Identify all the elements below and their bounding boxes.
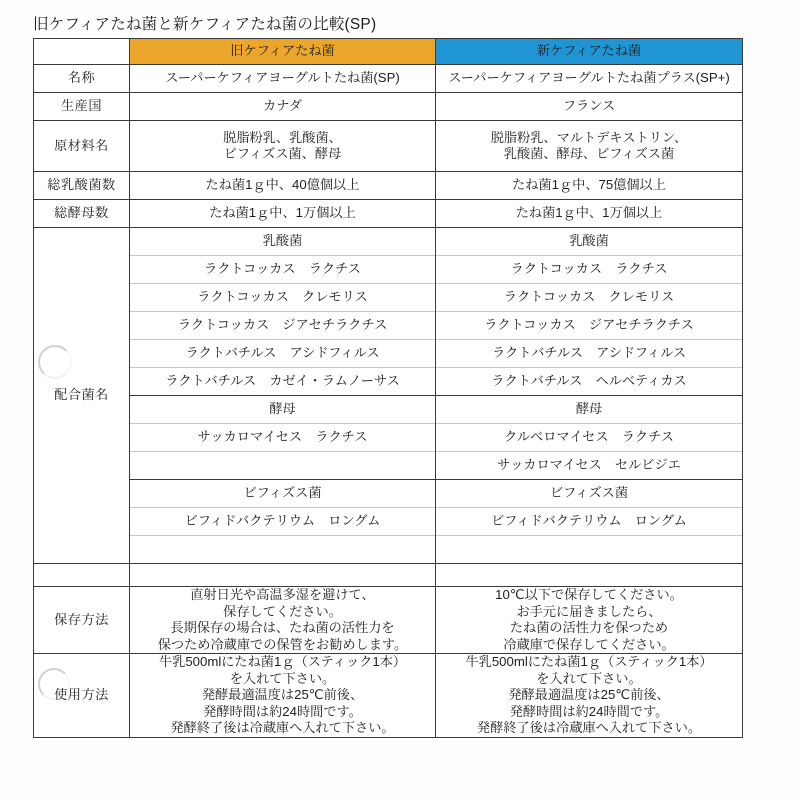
bacteria-row xyxy=(436,284,742,312)
bacteria-item-old-10: ビフィドバクテリウム ロングム xyxy=(130,508,435,536)
bacteria-list-new xyxy=(436,228,742,563)
comparison-table xyxy=(33,38,743,738)
bacteria-item-new-10: ビフィドバクテリウム ロングム xyxy=(436,508,742,536)
storage-old-line-3: 長期保存の場合は、たね菌の活性力を xyxy=(170,620,395,635)
bacteria-list-old xyxy=(130,228,435,563)
bacteria-item-old-3: ラクトコッカス ジアセチラクチス xyxy=(130,312,435,340)
bacteria-item-old-4: ラクトバチルス アシドフィルス xyxy=(130,340,435,368)
cell-ingredients-new xyxy=(436,121,743,172)
table-row-bacteria xyxy=(34,228,743,564)
bacteria-item-old-5: ラクトバチルス カゼイ・ラムノーサス xyxy=(130,368,435,396)
ingredients-old-line-2: ビフィズス菌、酵母 xyxy=(223,146,342,161)
bacteria-item-new-6: 酵母 xyxy=(436,396,742,424)
bacteria-row xyxy=(130,312,435,340)
bacteria-row xyxy=(130,452,435,480)
table-row-storage xyxy=(34,587,743,654)
cell-bacteria-new xyxy=(436,228,743,564)
usage-new-line-2: を入れて下さい。 xyxy=(536,670,642,686)
bacteria-item-new-2: ラクトコッカス クレモリス xyxy=(436,284,742,312)
storage-old-line-4: 保つため冷蔵庫での保管をお勧めします。 xyxy=(157,636,408,652)
usage-old-line-3: 発酵最適温度は25℃前後、 xyxy=(201,687,364,702)
table-row-yeast-count xyxy=(34,200,743,228)
usage-old-line-1: 牛乳500mlにたね菌1ｇ（スティック1本） xyxy=(158,654,407,669)
table-spacer-row xyxy=(34,564,743,587)
row-label-country: 生産国 xyxy=(34,93,130,121)
bacteria-item-old-0: 乳酸菌 xyxy=(130,228,435,256)
bacteria-row xyxy=(130,256,435,284)
storage-old-line-1: 直射日光や高温多湿を避けて、 xyxy=(190,587,375,602)
bacteria-row xyxy=(130,368,435,396)
bacteria-row xyxy=(436,424,742,452)
storage-new-line-3: たね菌の活性力を保つため xyxy=(509,620,669,635)
bacteria-row xyxy=(436,340,742,368)
table-row-name xyxy=(34,65,743,93)
bacteria-item-new-4: ラクトバチルス アシドフィルス xyxy=(436,340,742,368)
storage-new-line-1: 10℃以下で保存してください。 xyxy=(495,587,683,602)
usage-old-line-2: を入れて下さい。 xyxy=(229,670,336,686)
row-label-usage: 使用方法 xyxy=(34,654,130,738)
bacteria-row xyxy=(130,340,435,368)
cell-storage-new xyxy=(436,587,743,654)
bacteria-row xyxy=(436,228,742,256)
bacteria-item-new-5: ラクトバチルス ヘルベティカス xyxy=(436,368,742,396)
bacteria-row xyxy=(436,508,742,536)
bacteria-row xyxy=(436,452,742,480)
storage-new-line-2: お手元に届きましたら、 xyxy=(516,603,662,619)
bacteria-row xyxy=(436,312,742,340)
bacteria-row xyxy=(130,396,435,424)
row-label-lactic-count: 総乳酸菌数 xyxy=(34,172,130,200)
bacteria-item-old-9: ビフィズス菌 xyxy=(130,480,435,508)
cell-country-new: フランス xyxy=(436,93,743,121)
row-label-bacteria: 配合菌名 xyxy=(34,228,130,564)
ingredients-new-line-2: 乳酸菌、酵母、ビフィズス菌 xyxy=(503,146,675,161)
page-title: 旧ケフィアたね菌と新ケフィアたね菌の比較(SP) xyxy=(33,16,377,33)
usage-old-line-4: 発酵時間は約24時間です。 xyxy=(203,703,362,719)
bacteria-item-old-2: ラクトコッカス クレモリス xyxy=(130,284,435,312)
bacteria-item-old-8 xyxy=(130,452,435,480)
bacteria-item-old-7: サッカロマイセス ラクチス xyxy=(130,424,435,452)
row-label-ingredients: 原材料名 xyxy=(34,121,130,172)
bacteria-row xyxy=(436,396,742,424)
cell-yeast-count-new: たね菌1ｇ中、1万個以上 xyxy=(436,200,743,228)
cell-name-old: スーパーケフィアヨーグルトたね菌(SP) xyxy=(130,65,436,93)
cell-storage-old xyxy=(130,587,436,654)
cell-country-old: カナダ xyxy=(130,93,436,121)
ingredients-new-line-1: 脱脂粉乳、マルトデキストリン、 xyxy=(490,129,688,145)
bacteria-item-new-0: 乳酸菌 xyxy=(436,228,742,256)
row-label-name: 名称 xyxy=(34,65,130,93)
cell-bacteria-old xyxy=(130,228,436,564)
cell-name-new: スーパーケフィアヨーグルトたね菌プラス(SP+) xyxy=(436,65,743,93)
usage-new-line-1: 牛乳500mlにたね菌1ｇ（スティック1本） xyxy=(465,654,713,669)
usage-new-line-3: 発酵最適温度は25℃前後、 xyxy=(508,687,670,702)
cell-yeast-count-old: たね菌1ｇ中、1万個以上 xyxy=(130,200,436,228)
bacteria-item-new-1: ラクトコッカス ラクチス xyxy=(436,256,742,284)
bacteria-item-new-9: ビフィズス菌 xyxy=(436,480,742,508)
bacteria-row xyxy=(436,256,742,284)
table-row-ingredients xyxy=(34,121,743,172)
row-label-storage: 保存方法 xyxy=(34,587,130,654)
row-label-yeast-count: 総酵母数 xyxy=(34,200,130,228)
bacteria-row xyxy=(130,424,435,452)
storage-new-line-4: 冷蔵庫で保存してください。 xyxy=(503,636,675,652)
bacteria-row xyxy=(130,536,435,564)
bacteria-row xyxy=(130,480,435,508)
table-row-lactic-count xyxy=(34,172,743,200)
cell-lactic-count-new: たね菌1ｇ中、75億個以上 xyxy=(436,172,743,200)
bacteria-item-new-3: ラクトコッカス ジアセチラクチス xyxy=(436,312,742,340)
table-row-usage xyxy=(34,654,743,738)
bacteria-item-old-1: ラクトコッカス ラクチス xyxy=(130,256,435,284)
header-blank-cell xyxy=(34,39,130,65)
spacer-label-cell xyxy=(34,564,130,587)
header-new-product: 新ケフィアたね菌 xyxy=(436,39,743,65)
cell-ingredients-old xyxy=(130,121,436,172)
bacteria-row xyxy=(130,508,435,536)
cell-usage-new xyxy=(436,654,743,738)
cell-lactic-count-old: たね菌1ｇ中、40億個以上 xyxy=(130,172,436,200)
bacteria-item-new-8: サッカロマイセス セルビジエ xyxy=(436,452,742,480)
table-header-row xyxy=(34,39,743,65)
bacteria-row xyxy=(130,228,435,256)
spacer-new-cell xyxy=(436,564,743,587)
bacteria-item-old-6: 酵母 xyxy=(130,396,435,424)
usage-old-line-5: 発酵終了後は冷蔵庫へ入れて下さい。 xyxy=(170,720,395,735)
bacteria-row xyxy=(436,480,742,508)
bacteria-item-new-7: クルベロマイセス ラクチス xyxy=(436,424,742,452)
bacteria-item-new-11 xyxy=(436,536,742,564)
table-row-country xyxy=(34,93,743,121)
bacteria-row xyxy=(436,536,742,564)
bacteria-row xyxy=(436,368,742,396)
ingredients-old-line-1: 脱脂粉乳、乳酸菌、 xyxy=(223,129,342,145)
bacteria-row xyxy=(130,284,435,312)
header-old-product: 旧ケフィアたね菌 xyxy=(130,39,436,65)
cell-usage-old xyxy=(130,654,436,738)
usage-new-line-4: 発酵時間は約24時間です。 xyxy=(509,703,669,719)
usage-new-line-5: 発酵終了後は冷蔵庫へ入れて下さい。 xyxy=(476,720,702,735)
storage-old-line-2: 保存してください。 xyxy=(223,603,342,619)
bacteria-item-old-11 xyxy=(130,536,435,564)
spacer-old-cell xyxy=(130,564,436,587)
